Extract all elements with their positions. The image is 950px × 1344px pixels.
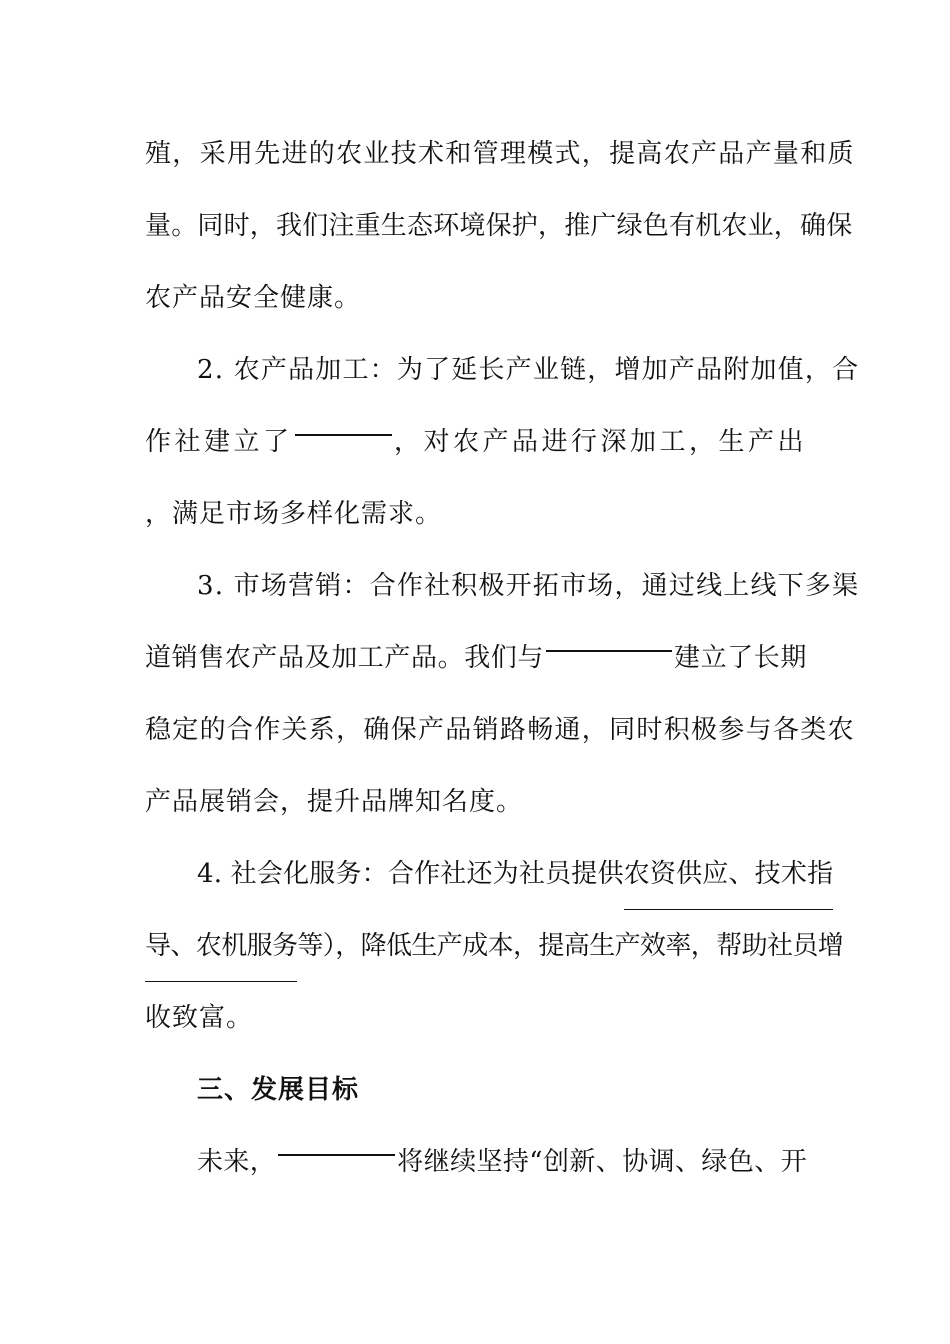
text-segment: 道销售农产品及加工产品。我们与 — [145, 643, 545, 673]
paragraph-line: 量。同时，我们注重生态环境保护，推广绿色有机农业，确保 — [145, 211, 853, 241]
paragraph-line: 农产品安全健康。 — [145, 283, 362, 313]
list-item-3-line — [145, 622, 807, 694]
list-item-3-line: 产品展销会，提升品牌知名度。 — [145, 787, 524, 817]
underlined-text: 农资供应、技术指 — [624, 838, 834, 910]
list-item-3-line: 3. 市场营销：合作社积极开拓市场，通过线上线下多渠 — [197, 571, 860, 601]
fill-in-blank[interactable] — [295, 406, 392, 436]
text-segment: 等），降低生产成本，提高生产效率，帮助社员增 — [297, 931, 844, 961]
underlined-text: 导、农机服务 — [145, 910, 297, 982]
list-item-2-line: 2. 农产品加工：为了延长产业链，增加产品附加值，合 — [197, 355, 860, 385]
section-heading: 三、发展目标 — [197, 1075, 360, 1105]
list-item-4-line — [145, 910, 844, 982]
text-segment: ，对农产品进行深加工，生产出 — [393, 427, 807, 457]
list-item-3-line: 稳定的合作关系，确保产品销路畅通，同时积极参与各类农 — [145, 715, 855, 745]
text-segment: 将继续坚持“创新、协调、绿色、开 — [397, 1147, 807, 1177]
fill-in-blank[interactable] — [546, 622, 672, 652]
list-item-2-line: ，满足市场多样化需求。 — [145, 499, 443, 529]
list-item-4-line: 收致富。 — [145, 1003, 254, 1033]
paragraph-line: 殖，采用先进的农业技术和管理模式，提高农产品产量和质 — [145, 139, 855, 169]
fill-in-blank[interactable] — [278, 1126, 395, 1156]
document-page — [145, 118, 860, 1198]
list-item-4-line — [145, 838, 834, 910]
text-segment: 建立了长期 — [673, 643, 807, 673]
section-3-line — [145, 1126, 807, 1198]
text-segment: 作社建立了 — [145, 427, 293, 457]
text-segment: 4. 社会化服务：合作社还为社员提供 — [197, 859, 624, 889]
text-segment: 未来， — [197, 1147, 277, 1177]
list-item-2-line — [145, 406, 807, 478]
